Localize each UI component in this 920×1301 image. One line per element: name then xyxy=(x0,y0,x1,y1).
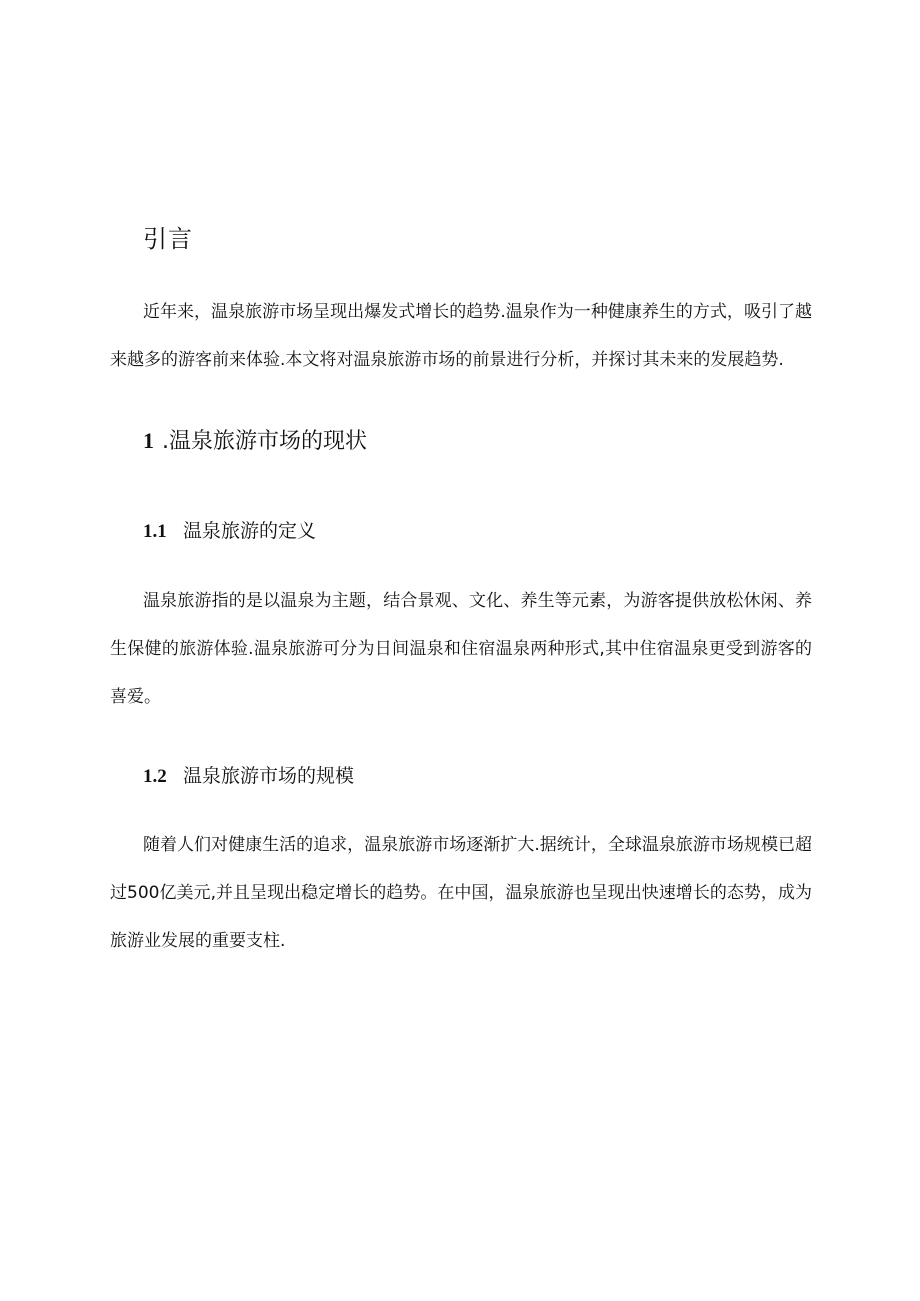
section-1-1-title: 温泉旅游的定义 xyxy=(183,520,317,542)
section-1-1-paragraph: 温泉旅游指的是以温泉为主题，结合景观、文化、养生等元素，为游客提供放松休闲、养生保健的旅游体验.温泉旅游可分为日间温泉和住宿温泉两种形式,其中住宿温泉更受到游客的喜爱。 xyxy=(110,591,812,707)
intro-paragraph: 近年来，温泉旅游市场呈现出爆发式增长的趋势.温泉作为一种健康养生的方式，吸引了越来越多的游客前来体验.本文将对温泉旅游市场的前景进行分析，并探讨其未来的发展趋势. xyxy=(110,302,812,370)
section-1-1-number: 1.1 xyxy=(143,521,167,542)
section-1-2-paragraph: 随着人们对健康生活的追求，温泉旅游市场逐渐扩大.据统计，全球温泉旅游市场规模已超过500亿美元,并且呈现出稳定增长的趋势。在中国，温泉旅游也呈现出快速增长的态势，成为旅游业发展的重要支柱. xyxy=(110,835,812,951)
section-1-number: 1 xyxy=(143,428,154,453)
section-1-2-title: 温泉旅游市场的规模 xyxy=(183,765,355,787)
section-1-title: .温泉旅游市场的现状 xyxy=(162,429,367,454)
section-1-2-heading xyxy=(143,761,354,792)
section-1-2-number: 1.2 xyxy=(143,766,167,787)
section-1-1-heading xyxy=(143,516,316,547)
intro-heading: 引言 xyxy=(143,225,193,253)
section-1-heading xyxy=(143,424,367,459)
